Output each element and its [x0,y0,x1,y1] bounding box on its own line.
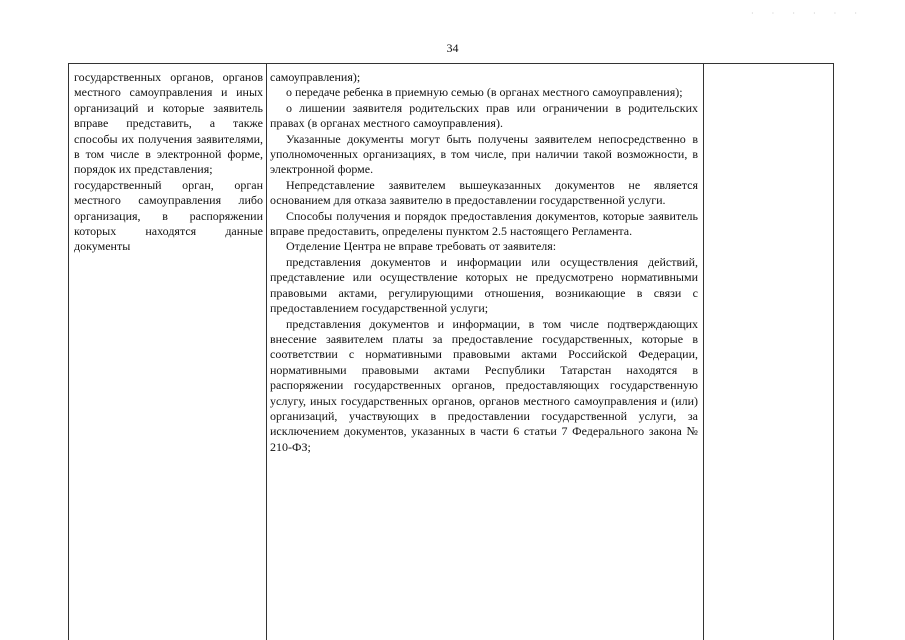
column-divider-1 [266,63,267,640]
table-top-border [68,63,834,64]
middle-paragraph: о лишении заявителя родительских прав или ограничении в родительских правах (в органах местного самоуправления). [270,100,698,131]
left-column-cell [74,70,263,255]
middle-paragraph: Указанные документы могут быть получены заявителем непосредственно в уполномоченных организациях, в том числе, при наличии такой возможности, в электронной форме. [270,131,698,177]
middle-paragraph: о передаче ребенка в приемную семью (в органах местного самоуправления); [286,85,683,100]
middle-paragraph: представления документов и информации, в том числе подтверждающих внесение заявителем платы за предоставление государственных, которые в соответствии с нормативными правовыми актами Российской Федерации, нормативными правовыми актами Республики Татарстан находятся в распоряжении государственных органов, предоставляющих государственную услугу, иных государственных органов, органов местного самоуправления и (или) организаций, участвующих в предоставлении государственной услуги, за исключением документов, указанных в части 6 статьи 7 Федерального закона № 210-ФЗ; [270,316,698,454]
scan-artifact-dots: · · · · · · [751,9,865,18]
middle-paragraph: представления документов и информации или осуществления действий, представление или осуществление которых не предусмотрено нормативными правовыми актами, регулирующими отношения, возникающие в связи с предоставлением государственной услуги; [270,254,698,316]
table-left-border [68,63,69,640]
left-paragraph: государственный орган, орган местного самоуправления либо организация, в распоряжении которых находятся данные документы [74,177,263,254]
middle-paragraph: самоуправления); [270,70,361,84]
left-paragraph: государственных органов, органов местного самоуправления и иных организаций и которые заявитель вправе представить, а также способы их получения заявителями, в том числе в электронной форме, порядок их представления; [74,70,263,177]
table-right-border [833,63,834,640]
middle-paragraph: Непредставление заявителем вышеуказанных документов не является основанием для отказа заявителю в предоставлении государственной услуги. [270,177,698,208]
middle-column-cell [270,70,698,455]
page-number: 34 [446,41,459,55]
middle-paragraph: Способы получения и порядок предоставления документов, которые заявитель вправе предоставить, определены пунктом 2.5 настоящего Регламента. [270,208,698,239]
column-divider-2 [703,63,704,640]
middle-paragraph: Отделение Центра не вправе требовать от заявителя: [286,239,557,254]
